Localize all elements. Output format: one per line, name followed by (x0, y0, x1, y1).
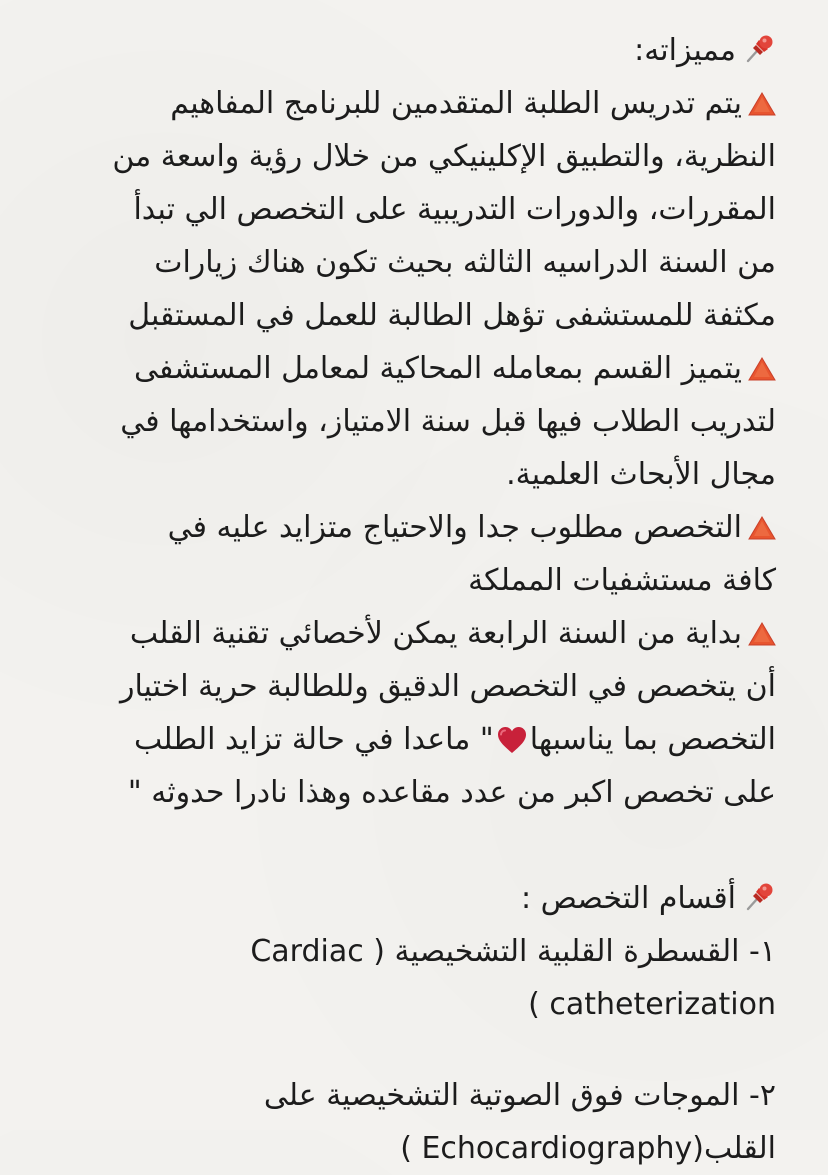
feature-item-2-line-3: مجال الأبحاث العلمية. (506, 457, 776, 492)
feature-item-4-line-1: بداية من السنة الرابعة يمكن لأخصائي تقنية القلب (56, 607, 776, 660)
sections-heading (56, 872, 776, 925)
sections-heading-text: أقسام التخصص : (521, 881, 736, 916)
feature-item-2-line-2: لتدريب الطلاب فيها قبل سنة الامتياز، واستخدامها في (120, 404, 776, 439)
feature-item-1-line-4: من السنة الدراسيه الثالثه بحيث تكون هناك زيارات (154, 245, 776, 280)
feature-item-2-line-1: يتميز القسم بمعامله المحاكية لمعامل المستشفى (56, 342, 776, 395)
feature-item-1-line-3: المقررات، والدورات التدريبية على التخصص الي تبدأ (133, 192, 776, 227)
section-item-2-line-1: ٢- الموجات فوق الصوتية التشخيصية على (263, 1078, 776, 1113)
feature-item-1-line-5: مكثفة للمستشفى تؤهل الطالبة للعمل في المستقبل (128, 298, 776, 333)
feature-item-4-line-3: التخصص بما يناسبها" ماعدا في حالة تزايد الطلب (56, 713, 776, 766)
pushpin-icon (742, 880, 776, 914)
section-item-1-line-2: catheterization ) (528, 987, 776, 1022)
red-triangle-icon (748, 504, 776, 528)
feature-item-1-line-2: النظرية، والتطبيق الإكلينيكي من خلال رؤية واسعة من (112, 139, 776, 174)
feature-item-3-line-1: التخصص مطلوب جدا والاحتياج متزايد عليه في (56, 501, 776, 554)
feature-item-1-line-1: يتم تدريس الطلبة المتقدمين للبرنامج المفاهيم (56, 77, 776, 130)
red-triangle-icon (748, 610, 776, 634)
features-heading-text: مميزاته: (634, 33, 736, 68)
section-item-2-line-2: القلب(Echocardiography ) (400, 1131, 776, 1166)
features-heading (56, 24, 776, 77)
feature-item-4-line-4: على تخصص اكبر من عدد مقاعده وهذا نادرا حدوثه " (127, 775, 776, 810)
red-triangle-icon (748, 80, 776, 104)
spacer (56, 1031, 776, 1069)
section-item-1-line-1: ١- القسطرة القلبية التشخيصية ( Cardiac (250, 934, 776, 969)
feature-item-4-line-2: أن يتخصص في التخصص الدقيق وللطالبة حرية اختيار (119, 669, 776, 704)
feature-item-3-line-2: كافة مستشفيات المملكة (468, 563, 776, 598)
red-heart-icon (496, 719, 528, 749)
spacer (56, 819, 776, 872)
pushpin-icon (742, 32, 776, 66)
red-triangle-icon (748, 345, 776, 369)
